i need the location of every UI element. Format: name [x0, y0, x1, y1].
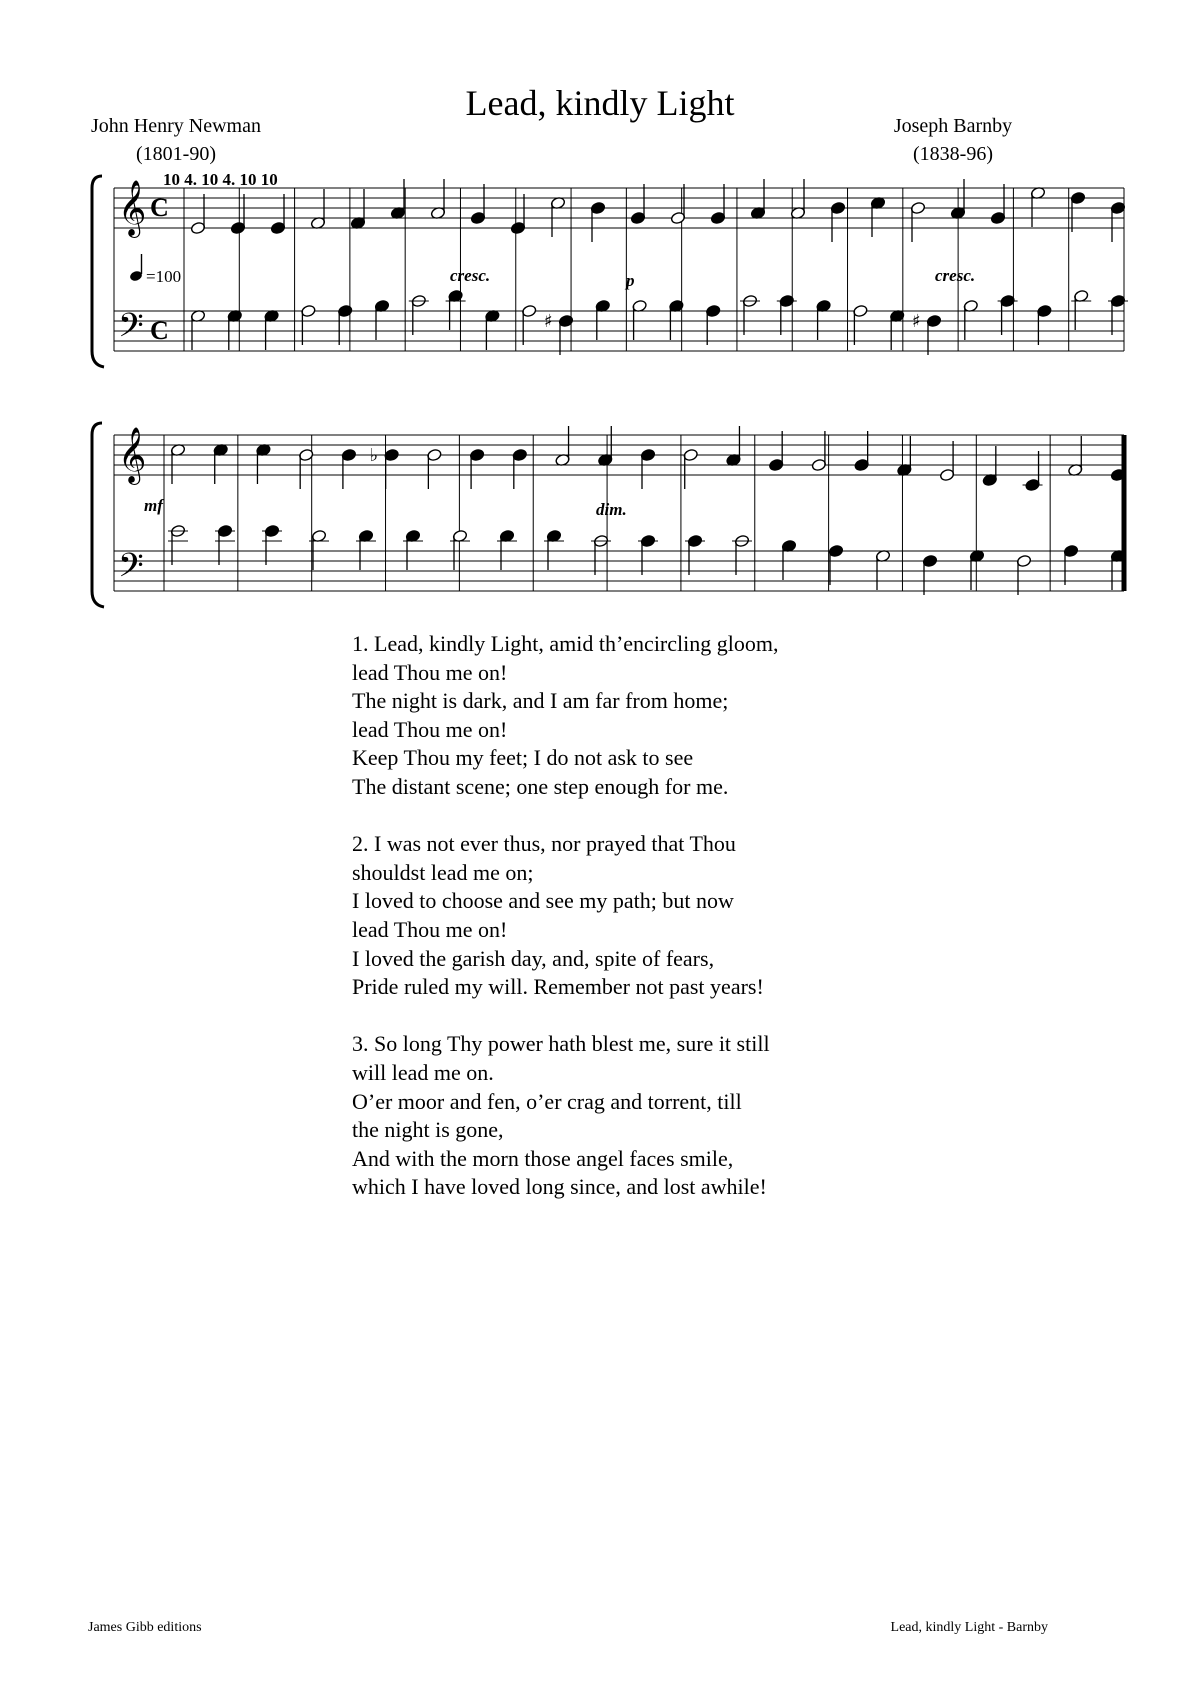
verse-line: lead Thou me on!: [352, 916, 508, 942]
music-score: [0, 0, 1200, 640]
tempo-mark: [129, 254, 181, 286]
dynamic-mf: mf: [144, 496, 163, 515]
verse-1: [352, 630, 912, 802]
verse-line: [352, 630, 912, 659]
bass-clef: 𝄢: [118, 307, 144, 353]
verse-line-text: So long Thy power hath blest me, sure it still: [374, 1031, 770, 1057]
system-bracket: [92, 423, 104, 607]
dynamic-p: p: [626, 271, 635, 290]
verse-line: And with the morn those angel faces smile,: [352, 1145, 734, 1171]
meter-label: 10 4. 10 4. 10 10: [163, 170, 278, 189]
dynamic-dim: dim.: [596, 500, 627, 519]
verse-line-text: I was not ever thus, nor prayed that Thou: [374, 831, 736, 857]
verse-line: I loved to choose and see my path; but now: [352, 888, 734, 914]
verse-3: [352, 1030, 912, 1202]
accidental: ♯: [544, 311, 553, 332]
composer-dates: (1838-96): [913, 143, 993, 165]
verse-2: [352, 830, 912, 1002]
verse-number: 3.: [352, 1031, 369, 1057]
dynamic-cresc-1: cresc.: [450, 266, 491, 285]
verse-line: Keep Thou my feet; I do not ask to see: [352, 745, 694, 771]
verse-line-text: Lead, kindly Light, amid th’encircling gloom,: [374, 631, 779, 656]
accidental: ♭: [369, 445, 379, 466]
verse-line: which I have loved long since, and lost awhile!: [352, 1174, 767, 1200]
verse-line: I loved the garish day, and, spite of fears,: [352, 945, 715, 971]
verse-line: O’er moor and fen, o’er crag and torrent, till: [352, 1088, 742, 1114]
verse-line: the night is gone,: [352, 1117, 504, 1143]
treble-clef: 𝄞: [118, 180, 147, 236]
accidental: ♯: [912, 311, 921, 332]
footer-publisher: James Gibb editions: [88, 1620, 202, 1635]
verse-number: 1.: [352, 631, 369, 656]
verse-line: will lead me on.: [352, 1059, 494, 1085]
time-signature: C: [150, 193, 169, 222]
verse-line: [352, 1030, 912, 1059]
system-bracket: [92, 176, 104, 367]
poet-name: John Henry Newman: [91, 115, 261, 137]
treble-clef: 𝄞: [118, 427, 147, 483]
verse-line: The night is dark, and I am far from home;: [352, 688, 729, 714]
composer-name: Joseph Barnby: [893, 115, 1013, 137]
footer-page-title: Lead, kindly Light - Barnby: [890, 1620, 1048, 1635]
poet-dates: (1801-90): [136, 143, 216, 165]
verse-line: The distant scene; one step enough for me.: [352, 773, 729, 799]
verse-line: lead Thou me on!: [352, 659, 508, 685]
verse-line: Pride ruled my will. Remember not past years!: [352, 974, 764, 1000]
verse-number: 2.: [352, 831, 369, 857]
dynamic-cresc-2: cresc.: [935, 266, 976, 285]
verse-line: shouldst lead me on;: [352, 859, 534, 885]
verse-line: [352, 830, 912, 859]
hymn-title: Lead, kindly Light: [465, 83, 735, 123]
lyrics: [352, 630, 912, 1230]
tempo-text: =100: [146, 267, 182, 286]
time-signature: C: [150, 316, 169, 345]
verse-line: lead Thou me on!: [352, 716, 508, 742]
bass-clef: 𝄢: [118, 547, 144, 593]
